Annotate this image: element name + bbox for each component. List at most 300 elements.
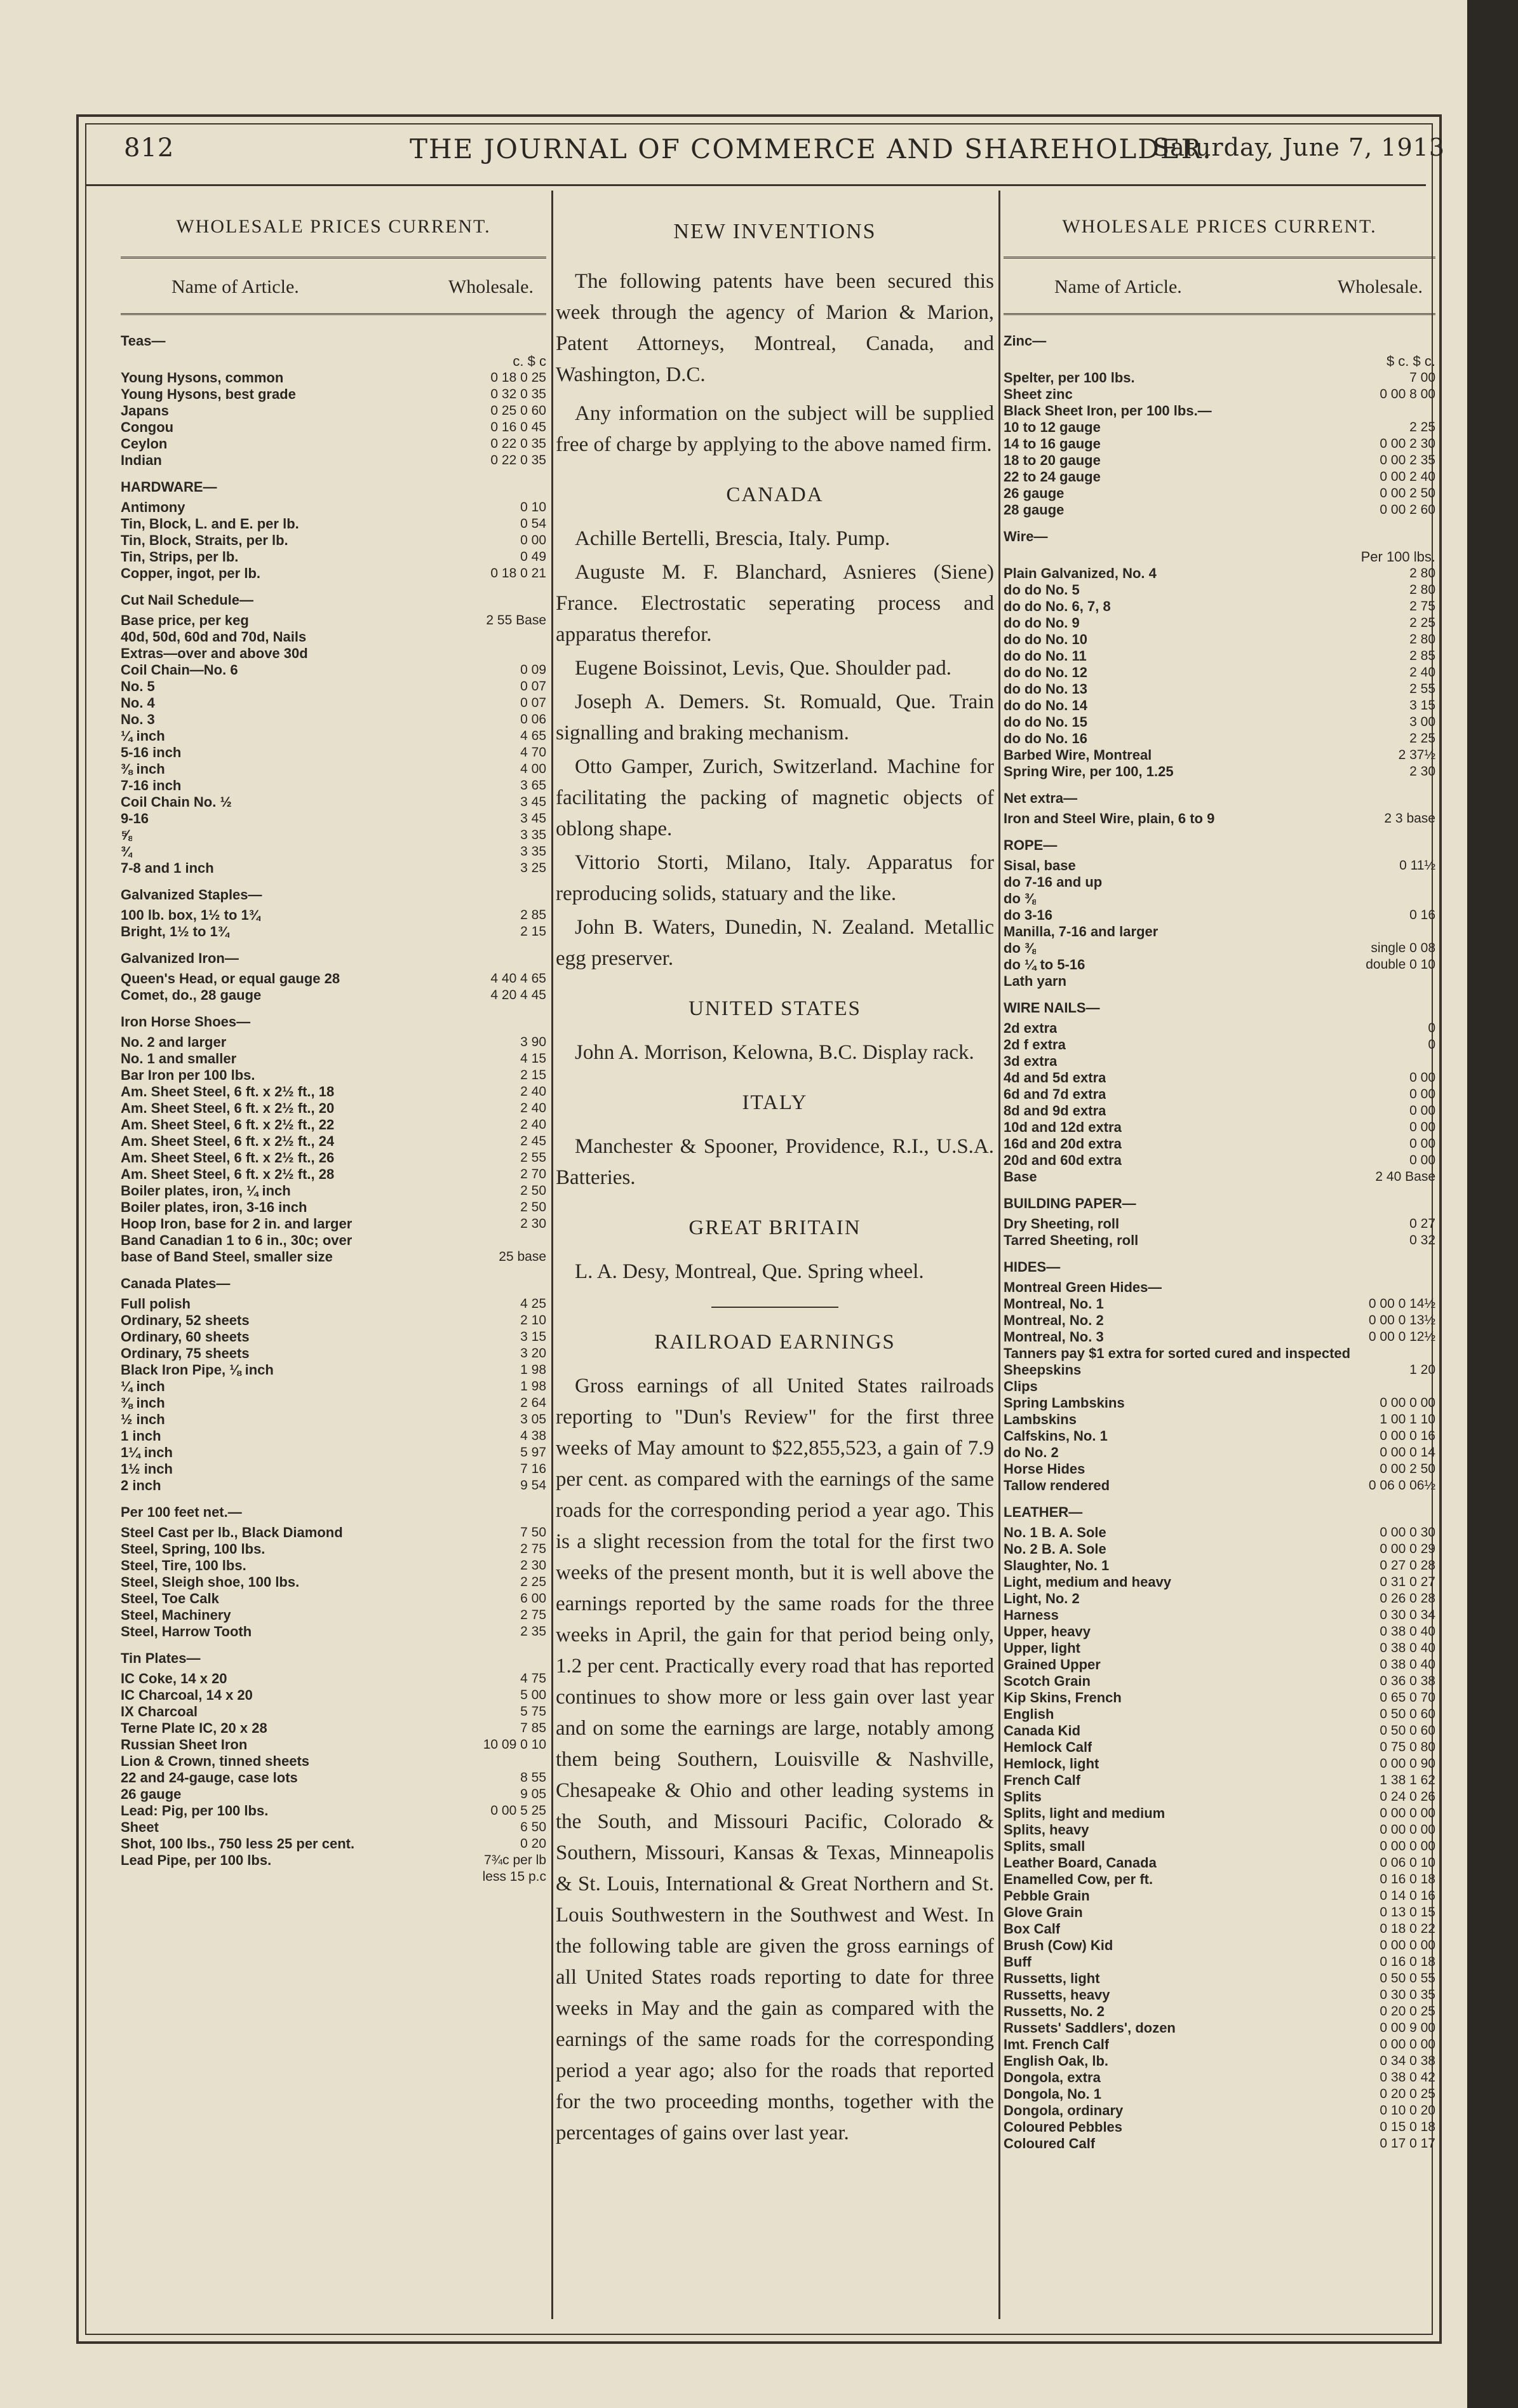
article-price: 0 00 0 00 (1380, 1806, 1435, 1820)
article-price: 0 26 0 28 (1380, 1591, 1435, 1606)
price-row (1004, 1657, 1435, 1673)
article-price: 0 38 0 42 (1380, 2070, 1435, 2085)
left-col-name-header: Name of Article. (171, 276, 299, 297)
article-price: 0 24 0 26 (1380, 1789, 1435, 1804)
article-name: do do No. 15 (1004, 714, 1087, 730)
article-name: 1¼ inch (121, 1444, 173, 1460)
left-price-group (121, 1275, 546, 1494)
price-row (1004, 811, 1435, 827)
article-name: 3d extra (1004, 1053, 1058, 1069)
article-name: No. 2 and larger (121, 1034, 227, 1050)
article-name: do do No. 5 (1004, 582, 1080, 598)
article-price: 0 00 (520, 533, 546, 548)
article-price: 2 55 (520, 1150, 546, 1165)
article-name: Am. Sheet Steel, 6 ft. x 2½ ft., 24 (121, 1133, 335, 1149)
price-row (121, 1607, 546, 1624)
header-rule (86, 184, 1426, 186)
units-label: c. $ c (513, 353, 546, 369)
article-name: Full polish (121, 1296, 191, 1312)
article-name: 10d and 12d extra (1004, 1119, 1122, 1135)
price-row (1004, 1937, 1435, 1954)
article-name: Lambskins (1004, 1411, 1077, 1427)
article-price: 4 40 4 65 (490, 971, 546, 986)
article-name: Dongola, No. 1 (1004, 2086, 1101, 2102)
price-row (1004, 1216, 1435, 1232)
article-name: Montreal, No. 1 (1004, 1296, 1104, 1312)
price-row (1004, 452, 1435, 469)
price-row (121, 1312, 546, 1329)
article-price: 9 05 (520, 1787, 546, 1801)
article-name: Glove Grain (1004, 1904, 1083, 1920)
article-price (542, 1753, 546, 1770)
article-price: 2 50 (520, 1183, 546, 1198)
article-name: Coloured Calf (1004, 2136, 1096, 2151)
article-name: Lion & Crown, tinned sheets (121, 1753, 310, 1769)
article-name: Plain Galvanized, No. 4 (1004, 565, 1157, 581)
price-row (121, 1051, 546, 1067)
price-row (121, 565, 546, 582)
price-row (121, 370, 546, 386)
price-row (1004, 403, 1435, 419)
article-name: 40d, 50d, 60d and 70d, Nails (121, 629, 307, 645)
article-name: Boiler plates, iron, 3-16 inch (121, 1199, 307, 1215)
price-row (1004, 370, 1435, 386)
article-price: 9 54 (520, 1478, 546, 1493)
article-price: 0 (1428, 1021, 1435, 1035)
article-name: 9-16 (121, 811, 149, 826)
article-price: double 0 10 (1366, 957, 1435, 972)
article-price: 4 70 (520, 745, 546, 760)
article-name: Base price, per keg (121, 612, 249, 628)
article-price: 0 25 0 60 (490, 403, 546, 418)
article-name: Ceylon (121, 436, 168, 452)
article-name: French Calf (1004, 1772, 1081, 1788)
article-name: Manilla, 7-16 and larger (1004, 924, 1159, 939)
price-row (1004, 1789, 1435, 1805)
article-price: 0 15 0 18 (1380, 2120, 1435, 2134)
article-name: Russetts, No. 2 (1004, 2003, 1105, 2019)
price-row (1004, 419, 1435, 436)
right-price-group (1004, 790, 1435, 827)
article-price: 4 65 (520, 729, 546, 743)
price-row (1004, 1037, 1435, 1053)
article-name: Dry Sheeting, roll (1004, 1216, 1120, 1232)
article-name: 6d and 7d extra (1004, 1086, 1106, 1102)
gb-patents (556, 1256, 994, 1288)
group-heading: Iron Horse Shoes— (121, 1014, 251, 1030)
article-name: Kip Skins, French (1004, 1690, 1122, 1705)
price-row (1004, 1954, 1435, 1970)
left-price-group (121, 950, 546, 1004)
article-name: do do No. 6, 7, 8 (1004, 598, 1111, 614)
price-row (1004, 1086, 1435, 1103)
article-name: Barbed Wire, Montreal (1004, 747, 1152, 763)
article-name: Scotch Grain (1004, 1673, 1091, 1689)
article-name: Am. Sheet Steel, 6 ft. x 2½ ft., 18 (121, 1084, 335, 1100)
price-row (1004, 1607, 1435, 1624)
article-name: 14 to 16 gauge (1004, 436, 1101, 452)
price-row (1004, 1904, 1435, 1921)
article-price: 0 06 0 10 (1380, 1855, 1435, 1870)
price-row (1004, 714, 1435, 730)
article-price (1432, 1378, 1435, 1395)
price-row (121, 1737, 546, 1753)
price-row (121, 1296, 546, 1312)
price-row (1004, 1706, 1435, 1723)
article-name: Bright, 1½ to 1¾ (121, 924, 230, 939)
price-row (121, 794, 546, 811)
price-row (121, 1852, 546, 1869)
patent-entry: Achille Bertelli, Brescia, Italy. Pump. (575, 527, 890, 550)
article-name: Steel, Machinery (121, 1607, 231, 1623)
article-price: 0 36 0 38 (1380, 1674, 1435, 1688)
article-name: English Oak, lb. (1004, 2053, 1109, 2069)
article-price: 3 00 (1409, 715, 1435, 729)
price-row (121, 1753, 546, 1770)
article-price: 0 07 (520, 696, 546, 710)
patent-entry: L. A. Desy, Montreal, Que. Spring wheel. (575, 1260, 924, 1283)
price-row (121, 1034, 546, 1051)
article-price: 0 65 0 70 (1380, 1690, 1435, 1705)
price-row (1004, 648, 1435, 664)
article-name: do do No. 12 (1004, 664, 1087, 680)
price-row (1004, 2020, 1435, 2036)
article-name: Sheet (121, 1819, 159, 1835)
article-name: 2d extra (1004, 1020, 1058, 1036)
article-price: 0 00 2 30 (1380, 436, 1435, 451)
article-price: 0 16 (1409, 908, 1435, 922)
article-name: Am. Sheet Steel, 6 ft. x 2½ ft., 20 (121, 1100, 335, 1116)
article-price: 0 20 (520, 1836, 546, 1851)
article-price: 0 00 (1409, 1103, 1435, 1118)
price-row (121, 761, 546, 777)
price-row (1004, 1020, 1435, 1037)
article-name: Steel, Toe Calk (121, 1591, 219, 1606)
article-price: 0 00 0 12½ (1368, 1329, 1435, 1344)
article-price: 4 75 (520, 1671, 546, 1686)
article-price: 0 18 0 21 (490, 566, 546, 581)
article-price: 0 09 (520, 663, 546, 677)
article-name: Box Calf (1004, 1921, 1061, 1937)
new-inventions-title: NEW INVENTIONS (673, 220, 877, 243)
price-row (121, 1411, 546, 1428)
right-col-price-header: Wholesale. (1337, 276, 1423, 297)
price-row (121, 844, 546, 860)
article-name: ¼ inch (121, 1378, 165, 1394)
price-row (121, 629, 546, 645)
article-price: 0 50 0 60 (1380, 1723, 1435, 1738)
article-price: 3 15 (520, 1329, 546, 1344)
article-name: do ⅜ (1004, 940, 1037, 956)
article-name: 2 inch (121, 1477, 161, 1493)
article-price (542, 629, 546, 645)
article-name: Young Hysons, best grade (121, 386, 296, 402)
price-row (1004, 1557, 1435, 1574)
article-name: Steel Cast per lb., Black Diamond (121, 1524, 343, 1540)
right-price-column (1004, 203, 1435, 2152)
article-name: Hemlock Calf (1004, 1739, 1092, 1755)
article-name: ⅜ inch (121, 761, 165, 777)
price-row (1004, 1574, 1435, 1591)
price-row (1004, 1477, 1435, 1494)
price-row (1004, 664, 1435, 681)
left-price-group (121, 333, 546, 469)
right-price-group (1004, 1504, 1435, 2152)
price-row (1004, 2053, 1435, 2069)
article-price: 0 00 0 13½ (1368, 1313, 1435, 1328)
italy-heading: ITALY (742, 1091, 808, 1114)
article-name: No. 5 (121, 678, 155, 694)
article-price: 5 97 (520, 1445, 546, 1460)
article-name: Black Sheet Iron, per 100 lbs.— (1004, 403, 1212, 419)
article-price: 2 50 (520, 1200, 546, 1214)
article-price (1432, 1279, 1435, 1296)
price-row (121, 860, 546, 877)
article-price: 0 07 (520, 679, 546, 694)
price-row (1004, 1739, 1435, 1756)
price-row (121, 1232, 546, 1249)
issue-date: Saturday, June 7, 1913 (1153, 133, 1445, 161)
article-name: Copper, ingot, per lb. (121, 565, 260, 581)
article-price (1432, 891, 1435, 907)
left-price-group (121, 592, 546, 877)
price-row (1004, 957, 1435, 973)
price-row (1004, 1772, 1435, 1789)
article-price: 2 45 (520, 1134, 546, 1148)
group-heading: WIRE NAILS— (1004, 1000, 1100, 1016)
article-name: 22 and 24-gauge, case lots (121, 1770, 298, 1786)
article-price: 0 32 (1409, 1233, 1435, 1248)
price-row (121, 971, 546, 987)
article-name: 5-16 inch (121, 744, 182, 760)
price-row (1004, 615, 1435, 631)
article-name: Horse Hides (1004, 1461, 1085, 1477)
article-price: 0 00 0 29 (1380, 1542, 1435, 1556)
article-price: 0 54 (520, 516, 546, 531)
article-price: 3 20 (520, 1346, 546, 1361)
price-row (1004, 697, 1435, 714)
article-name: Dongola, extra (1004, 2069, 1101, 2085)
article-name: Shot, 100 lbs., 750 less 25 per cent. (121, 1836, 355, 1852)
article-price: 0 00 0 14 (1380, 1445, 1435, 1460)
article-price: 8 55 (520, 1770, 546, 1785)
article-name: Coloured Pebbles (1004, 2119, 1123, 2135)
price-row (1004, 907, 1435, 924)
article-name: Indian (121, 452, 162, 468)
article-price: 2 40 (1409, 665, 1435, 680)
article-name: Terne Plate IC, 20 x 28 (121, 1720, 267, 1736)
price-row (1004, 874, 1435, 891)
left-col-price-header: Wholesale. (448, 276, 534, 297)
article-price: 0 00 0 00 (1380, 1938, 1435, 1953)
price-row (1004, 1362, 1435, 1378)
article-price: 0 16 0 45 (490, 420, 546, 434)
left-price-group (121, 1650, 546, 1885)
article-name: 16d and 20d extra (1004, 1136, 1122, 1152)
article-name: Am. Sheet Steel, 6 ft. x 2½ ft., 22 (121, 1117, 335, 1133)
patent-entry: Manchester & Spooner, Providence, R.I., U.S.A. Batteries. (556, 1135, 994, 1189)
price-row (121, 1183, 546, 1199)
article-name: English (1004, 1706, 1054, 1722)
price-row (121, 987, 546, 1004)
right-price-group (1004, 1259, 1435, 1494)
article-price: 2 80 (1409, 632, 1435, 647)
price-row (121, 1477, 546, 1494)
price-row (1004, 1119, 1435, 1136)
article-price (1432, 1053, 1435, 1070)
article-name: do do No. 14 (1004, 697, 1087, 713)
price-row (121, 907, 546, 924)
price-row (121, 1216, 546, 1232)
article-name: Lead Pipe, per 100 lbs. (121, 1852, 272, 1868)
price-row (121, 1541, 546, 1557)
article-name: base of Band Steel, smaller size (121, 1249, 333, 1265)
article-price: 3 45 (520, 811, 546, 826)
price-row (121, 744, 546, 761)
article-name: Enamelled Cow, per ft. (1004, 1871, 1153, 1887)
article-name: Ordinary, 60 sheets (121, 1329, 250, 1345)
article-name: Upper, heavy (1004, 1624, 1091, 1639)
price-row (1004, 747, 1435, 763)
article-name: Hemlock, light (1004, 1756, 1099, 1772)
price-row (1004, 582, 1435, 598)
article-price: 4 20 4 45 (490, 988, 546, 1002)
group-heading: Zinc— (1004, 333, 1047, 349)
article-name: Russetts, light (1004, 1970, 1100, 1986)
article-name: Comet, do., 28 gauge (121, 987, 262, 1003)
group-heading: Galvanized Iron— (121, 950, 239, 966)
article-price: 0 00 0 00 (1380, 1396, 1435, 1410)
article-price: 3 15 (1409, 698, 1435, 713)
price-row (121, 1770, 546, 1786)
article-price: 0 34 0 38 (1380, 2054, 1435, 2068)
article-price: 1 38 1 62 (1380, 1773, 1435, 1787)
price-row (121, 695, 546, 711)
price-row (121, 1067, 546, 1084)
patent-entry: Otto Gamper, Zurich, Switzerland. Machine for facilitating the packing of magnetic objects of oblong shape. (556, 755, 994, 840)
price-row (1004, 1169, 1435, 1185)
price-row (1004, 1296, 1435, 1312)
article-price: 2 30 (520, 1558, 546, 1573)
price-row (121, 1395, 546, 1411)
article-price: 2 25 (520, 1575, 546, 1589)
article-name: do No. 2 (1004, 1444, 1059, 1460)
article-price: less 15 p.c (482, 1869, 546, 1884)
price-row (121, 403, 546, 419)
article-name: do do No. 16 (1004, 730, 1087, 746)
price-row (1004, 1640, 1435, 1657)
article-price: 3 90 (520, 1035, 546, 1049)
price-row (1004, 973, 1435, 990)
italy-patents (556, 1131, 994, 1194)
price-row (121, 711, 546, 728)
canada-heading: CANADA (726, 483, 824, 506)
article-name: 28 gauge (1004, 502, 1065, 518)
article-price: 4 00 (520, 762, 546, 776)
article-name: 18 to 20 gauge (1004, 452, 1101, 468)
price-row (121, 777, 546, 794)
article-name: Russetts, heavy (1004, 1987, 1110, 2003)
left-price-groups (121, 333, 546, 1885)
article-price: 0 00 2 35 (1380, 453, 1435, 467)
article-name: do 7-16 and up (1004, 874, 1103, 890)
article-price: 3 65 (520, 778, 546, 793)
price-row (1004, 598, 1435, 615)
article-price (1432, 874, 1435, 891)
article-price: 2 25 (1409, 615, 1435, 630)
article-name: Am. Sheet Steel, 6 ft. x 2½ ft., 28 (121, 1166, 335, 1182)
article-price: 2 15 (520, 1068, 546, 1082)
inventions-intro-2: Any information on the subject will be supplied free of charge by applying to the above named firm. (556, 402, 994, 456)
group-heading: HARDWARE— (121, 479, 217, 495)
article-name: do 3-16 (1004, 907, 1053, 923)
railroad-heading: RAILROAD EARNINGS (654, 1331, 896, 1354)
price-row (1004, 469, 1435, 485)
article-price: 3 35 (520, 828, 546, 842)
article-price: 3 35 (520, 844, 546, 859)
article-name: Coil Chain No. ½ (121, 794, 232, 810)
article-name: Steel, Sleigh shoe, 100 lbs. (121, 1574, 300, 1590)
article-name: Calfskins, No. 1 (1004, 1428, 1108, 1444)
article-name: 4d and 5d extra (1004, 1070, 1106, 1086)
price-row (121, 1819, 546, 1836)
article-name: Russian Sheet Iron (121, 1737, 248, 1752)
price-row (121, 1345, 546, 1362)
price-row (1004, 1428, 1435, 1444)
article-price: 2 25 (1409, 731, 1435, 746)
price-row (1004, 1921, 1435, 1937)
price-row (121, 1591, 546, 1607)
article-price: 0 20 0 25 (1380, 2004, 1435, 2019)
article-name: 2d f extra (1004, 1037, 1066, 1053)
right-price-group (1004, 333, 1435, 518)
article-name: ¾ (121, 844, 133, 859)
price-row (1004, 565, 1435, 582)
price-row (121, 1428, 546, 1444)
price-row (1004, 924, 1435, 940)
page-number: 812 (124, 133, 175, 163)
article-name: Ordinary, 75 sheets (121, 1345, 250, 1361)
article-name: 26 gauge (1004, 485, 1065, 501)
price-row (1004, 1444, 1435, 1461)
price-row (1004, 1312, 1435, 1329)
article-price: 2 85 (1409, 649, 1435, 663)
article-name: Grained Upper (1004, 1657, 1101, 1672)
article-price: 7 50 (520, 1525, 546, 1540)
article-name: Black Iron Pipe, ⅛ inch (121, 1362, 274, 1378)
article-name: Canada Kid (1004, 1723, 1081, 1739)
article-name: Russets' Saddlers', dozen (1004, 2020, 1176, 2036)
price-row (1004, 1152, 1435, 1169)
patent-entry: John B. Waters, Dunedin, N. Zealand. Metallic egg preserver. (556, 916, 994, 970)
right-price-groups (1004, 333, 1435, 2152)
article-price: 0 00 0 90 (1380, 1756, 1435, 1771)
article-price: 6 00 (520, 1591, 546, 1606)
section-separator (711, 1307, 838, 1308)
article-price: 0 50 0 55 (1380, 1971, 1435, 1986)
price-row (121, 827, 546, 844)
article-price: 7 85 (520, 1721, 546, 1735)
patent-entry: Joseph A. Demers. St. Romuald, Que. Train signalling and braking mechanism. (556, 690, 994, 744)
price-row (121, 728, 546, 744)
article-price: 0 17 0 17 (1380, 2136, 1435, 2151)
article-name: Ordinary, 52 sheets (121, 1312, 250, 1328)
price-row (1004, 1378, 1435, 1395)
article-name: Tarred Sheeting, roll (1004, 1232, 1139, 1248)
price-row (1004, 940, 1435, 957)
article-name: Splits, small (1004, 1838, 1085, 1854)
price-row (1004, 1805, 1435, 1822)
